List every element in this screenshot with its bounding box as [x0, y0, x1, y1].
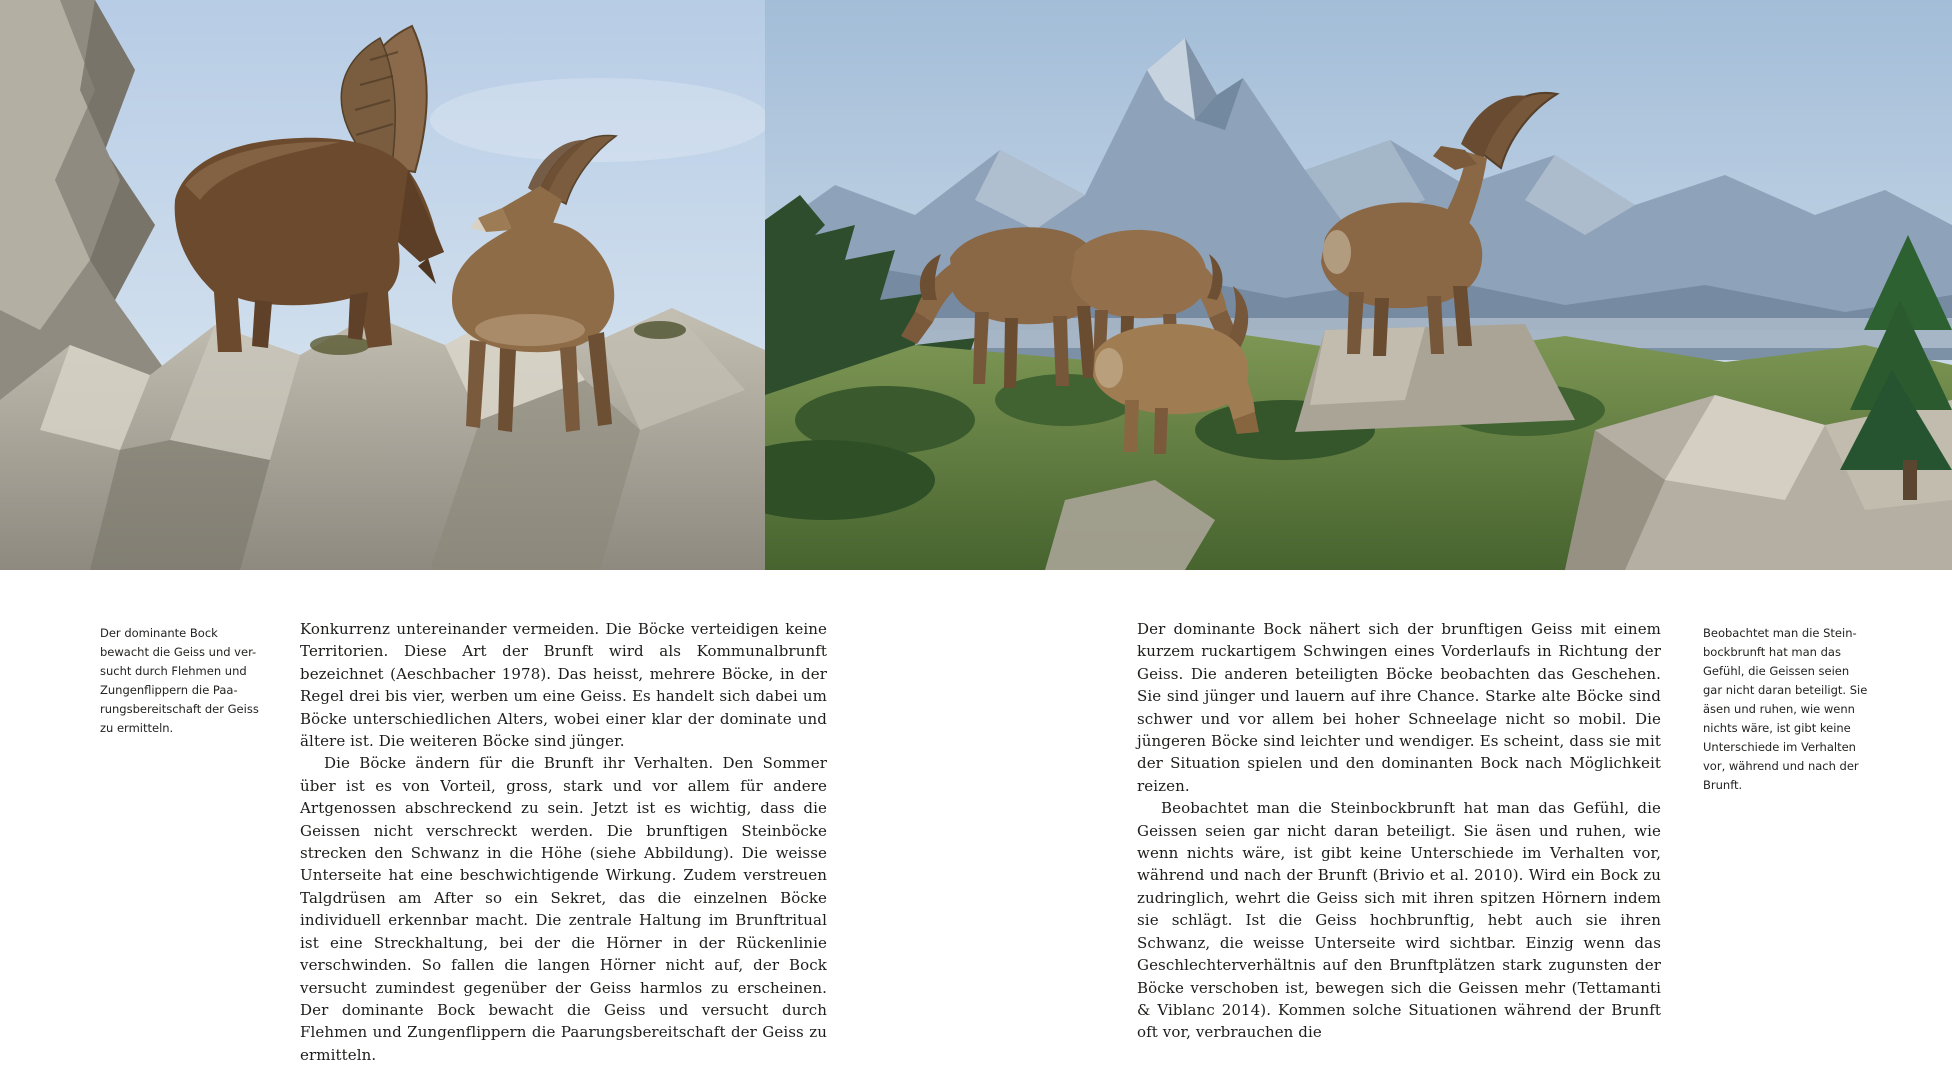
- right-photo-illustration: [765, 0, 1952, 570]
- left-photo-illustration: [0, 0, 765, 570]
- caption-line: Brunft.: [1703, 778, 1743, 792]
- photo-left-ibex-courtship: [0, 0, 765, 570]
- right-margin-caption: [1703, 624, 1868, 795]
- caption-line: vor, während und nach der: [1703, 759, 1859, 773]
- left-body-paragraph-2: Die Böcke ändern für die Brunft ihr Verhalten. Den Sommer über ist es von Vorteil, gross, stark und vor allem für andere Artgenossen abschreckend zu sein. Jetzt ist es wichtig, dass die Geissen nicht verschreckt werden. Die brunftigen Steinböcke strecken den Schwanz in die Höhe (siehe Abbildung). Die weisse Unterseite hat eine beschwichtigende Wirkung. Zudem verstreuen Talgdrüsen am After so ein Sekret, das die einzelnen Böcke individuell erkennbar macht. Die zentrale Haltung im Brunftritual ist eine Streckhaltung, bei der die Hörner in der Rückenlinie verschwinden. So fallen die langen Hörner nicht auf, der Bock versucht zumindest gegenüber der Geiss harmlos zu erscheinen. Der dominante Bock bewacht die Geiss und versucht durch Flehmen und Zungenflippern die Paarungsbereitschaft der Geiss zu ermitteln.: [300, 754, 827, 1064]
- left-page-body-text: [300, 618, 827, 1066]
- caption-line: zu ermitteln.: [100, 721, 174, 735]
- caption-line: Unterschiede im Verhalten: [1703, 740, 1856, 754]
- left-body-paragraph-1: Konkurrenz untereinander vermeiden. Die Böcke verteidigen keine Territorien. Diese Art der Brunft wird als Kommunalbrunft bezeichnet (Aeschbacher 1978). Das heisst, mehrere Böcke, in der Regel drei bis vier, werben um eine Geiss. Es handelt sich dabei um Böcke unterschiedlichen Alters, wobei einer klar der dominate und ältere ist. Die weiteren Böcke sind jünger.: [300, 620, 827, 751]
- left-margin-caption: [100, 624, 275, 738]
- caption-line: rungsbereitschaft der Geiss: [100, 702, 259, 716]
- caption-line: bockbrunft hat man das: [1703, 645, 1841, 659]
- caption-line: Der dominante Bock: [100, 626, 218, 640]
- caption-line: äsen und ruhen, wie wenn: [1703, 702, 1855, 716]
- caption-line: sucht durch Flehmen und: [100, 664, 247, 678]
- photo-right-ibex-group: [765, 0, 1952, 570]
- caption-line: Zungenflippern die Paa-: [100, 683, 238, 697]
- caption-line: bewacht die Geiss und ver-: [100, 645, 257, 659]
- right-page-body-text: [1137, 618, 1661, 1044]
- right-body-paragraph-1: Der dominante Bock nähert sich der brunftigen Geiss mit einem kurzem ruckartigem Schwingen eines Vorderlaufs in Richtung der Geiss. Die anderen beteiligten Böcke beobachten das Geschehen. Sie sind jünger und lauern auf ihre Chance. Starke alte Böcke sind schwer und vor allem bei hoher Schneelage nicht so mobil. Die jüngeren Böcke sind leichter und wendiger. Es scheint, dass sie mit der Situation spielen und den dominanten Bock nach Möglichkeit reizen.: [1137, 620, 1661, 795]
- right-body-paragraph-2: Beobachtet man die Steinbockbrunft hat man das Gefühl, die Geissen seien gar nicht daran beteiligt. Sie äsen und ruhen, wie wenn nichts wäre, ist gibt keine Unterschiede im Verhalten vor, während und nach der Brunft (Brivio et al. 2010). Wird ein Bock zu zudringlich, wehrt die Geiss sich mit ihren spitzen Hörnern indem sie schlägt. Ist die Geiss hochbrunftig, hebt auch sie ihren Schwanz, die weisse Unterseite wird sichtbar. Einzig wenn das Geschlechterverhältnis auf den Brunftplätzen stark zugunsten der Böcke verschoben ist, bewegen sich die Geissen mehr (Tettamanti & Viblanc 2014). Kommen solche Situationen während der Brunft oft vor, verbrauchen die: [1137, 799, 1661, 1042]
- caption-line: nichts wäre, ist gibt keine: [1703, 721, 1851, 735]
- caption-line: Beobachtet man die Stein-: [1703, 626, 1857, 640]
- caption-line: Gefühl, die Geissen seien: [1703, 664, 1850, 678]
- caption-line: gar nicht daran beteiligt. Sie: [1703, 683, 1868, 697]
